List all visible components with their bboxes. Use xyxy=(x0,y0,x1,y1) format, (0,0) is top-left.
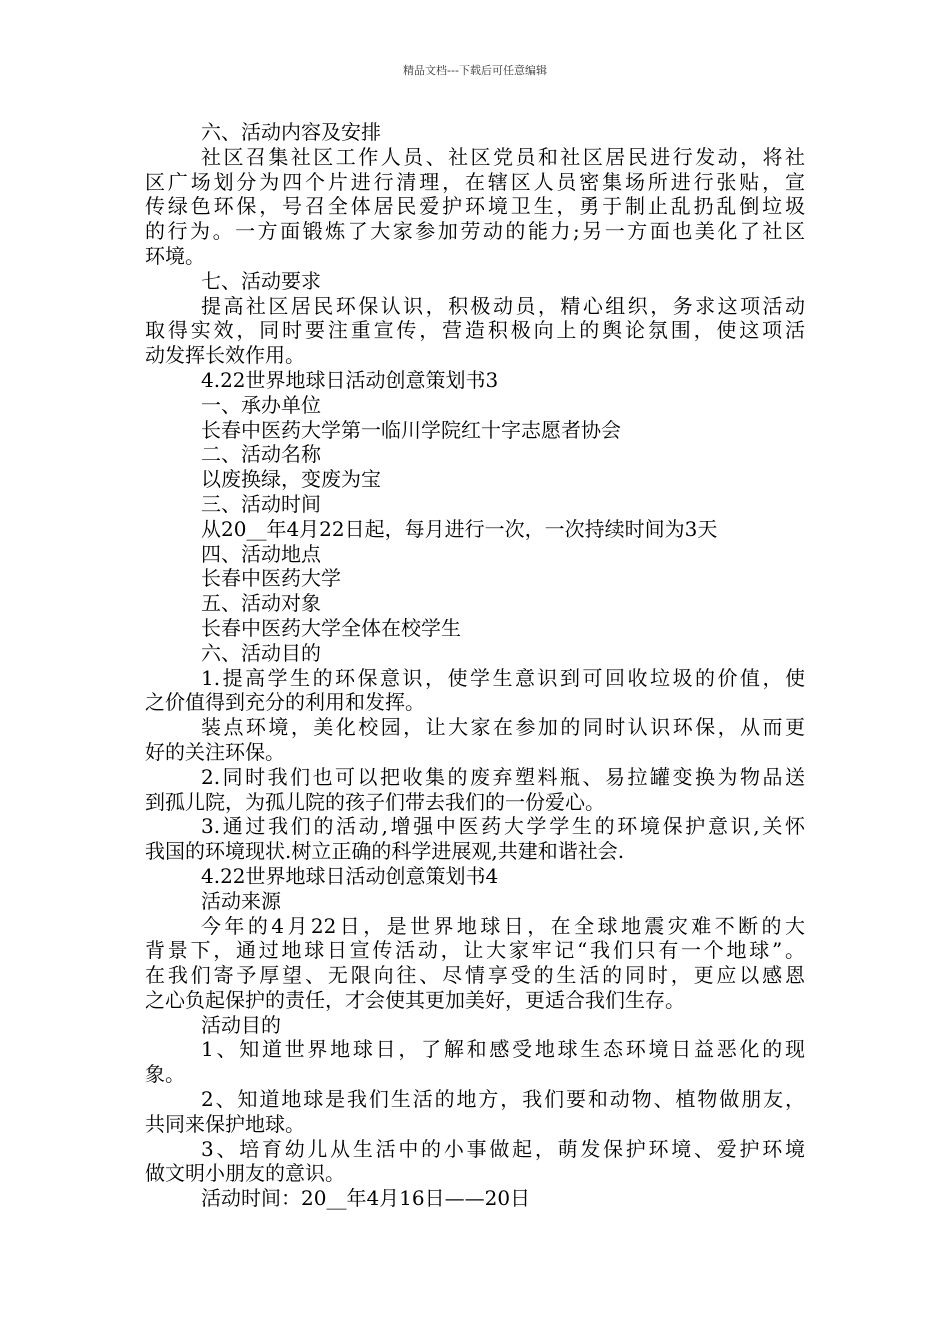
paragraph-line: 2.同时我们也可以把收集的废弃塑料瓶、易拉罐变换为物品送 xyxy=(201,764,805,789)
document-body xyxy=(145,120,805,1211)
section-heading: 四、活动地点 xyxy=(201,541,321,566)
section-heading: 活动来源 xyxy=(201,888,281,913)
paragraph-line: 区广场划分为四个片进行清理，在辖区人员密集场所进行张贴，宣 xyxy=(145,169,805,194)
paragraph-line: 提高社区居民环保认识，积极动员，精心组织，务求这项活动 xyxy=(201,293,805,318)
list-item-line: 2、知道地球是我们生活的地方，我们要和动物、植物做朋友， xyxy=(201,1087,805,1112)
list-item-line: 1、知道世界地球日，了解和感受地球生态环境日益恶化的现 xyxy=(201,1037,805,1062)
page-header: 精品文档---下载后可任意编辑 xyxy=(403,64,547,77)
section-heading: 六、活动目的 xyxy=(201,640,321,665)
paragraph-line: 背景下，通过地球日宣传活动，让大家牢记“我们只有一个地球”。 xyxy=(145,938,805,963)
paragraph-line: 环境。 xyxy=(145,243,205,268)
section-heading: 六、活动内容及安排 xyxy=(201,120,381,144)
list-item-line: 3、培育幼儿从生活中的小事做起，萌发保护环境、爱护环境 xyxy=(201,1136,805,1161)
list-item-line: 共同来保护地球。 xyxy=(145,1111,305,1136)
document-title: 4.22世界地球日活动创意策划书4 xyxy=(201,863,499,888)
section-heading: 七、活动要求 xyxy=(201,268,321,293)
list-item-line: 做文明小朋友的意识。 xyxy=(145,1161,345,1186)
paragraph-line: 我国的环境现状.树立正确的科学进展观,共建和谐社会. xyxy=(145,839,625,864)
paragraph-line: 之价值得到充分的利用和发挥。 xyxy=(145,690,425,715)
paragraph-line: 的行为。一方面锻炼了大家参加劳动的能力;另一方面也美化了社区 xyxy=(145,219,805,244)
paragraph-line: 3.通过我们的活动,增强中医药大学学生的环境保护意识,关怀 xyxy=(201,814,805,839)
paragraph-line: 在我们寄予厚望、无限向往、尽情享受的生活的同时，更应以感恩 xyxy=(145,963,805,988)
section-heading: 二、活动名称 xyxy=(201,442,321,467)
paragraph-line: 取得实效，同时要注重宣传，营造积极向上的舆论氛围，使这项活 xyxy=(145,318,805,343)
section-heading: 五、活动对象 xyxy=(201,591,321,616)
paragraph-line: 装点环境，美化校园，让大家在参加的同时认识环保，从而更 xyxy=(201,715,805,740)
paragraph-line: 长春中医药大学 xyxy=(201,566,341,591)
section-heading: 一、承办单位 xyxy=(201,392,321,417)
paragraph-line: 长春中医药大学第一临川学院红十字志愿者协会 xyxy=(201,417,621,442)
paragraph-line: 好的关注环保。 xyxy=(145,739,285,764)
paragraph-line: 社区召集社区工作人员、社区党员和社区居民进行发动，将社 xyxy=(201,144,805,169)
document-title: 4.22世界地球日活动创意策划书3 xyxy=(201,367,499,392)
list-item-line: 象。 xyxy=(145,1062,185,1087)
paragraph-line: 动发挥长效作用。 xyxy=(145,343,305,368)
paragraph-line: 从20__年4月22日起，每月进行一次，一次持续时间为3天 xyxy=(201,516,718,541)
paragraph-line: 之心负起保护的责任，才会使其更加美好，更适合我们生存。 xyxy=(145,987,685,1012)
paragraph-line: 到孤儿院，为孤儿院的孩子们带去我们的一份爱心。 xyxy=(145,789,605,814)
section-heading: 三、活动时间 xyxy=(201,491,321,516)
paragraph-line: 传绿色环保，号召全体居民爱护环境卫生，勇于制止乱扔乱倒垃圾 xyxy=(145,194,805,219)
section-heading: 活动目的 xyxy=(201,1012,281,1037)
paragraph-line: 1.提高学生的环保意识，使学生意识到可回收垃圾的价值，使 xyxy=(201,665,805,690)
paragraph-line: 今年的4月22日，是世界地球日，在全球地震灾难不断的大 xyxy=(201,913,805,938)
paragraph-line: 以废换绿，变废为宝 xyxy=(201,467,381,492)
paragraph-line: 活动时间：20__年4月16日——20日 xyxy=(201,1186,531,1211)
paragraph-line: 长春中医药大学全体在校学生 xyxy=(201,615,461,640)
